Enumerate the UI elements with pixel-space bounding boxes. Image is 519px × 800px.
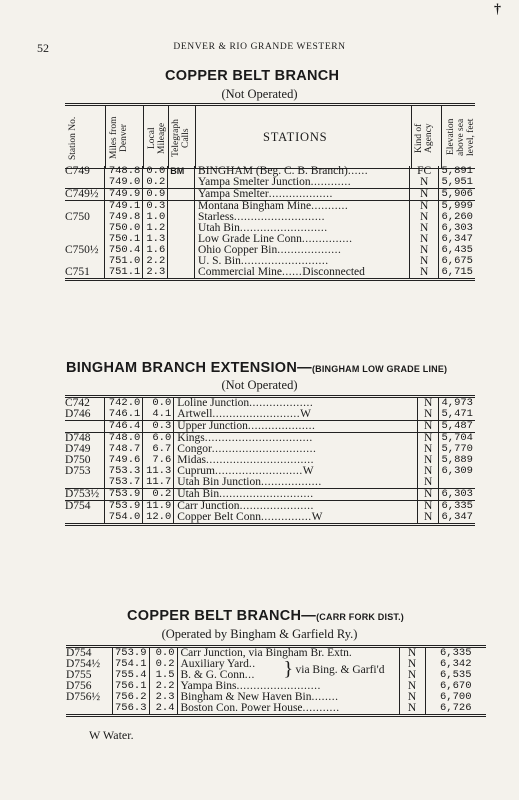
leader-dots: ................... — [249, 397, 314, 409]
station-label: Yampa Smelter — [198, 188, 269, 200]
running-head: DENVER & RIO GRANDE WESTERN — [173, 42, 346, 52]
header-divider — [105, 106, 106, 168]
station-label: Bingham & New Haven Bin — [180, 691, 312, 703]
local-mileage: 0.9 — [143, 189, 168, 201]
elevation: 6,303 — [439, 489, 475, 501]
station-label: Yampa Bins — [180, 680, 237, 692]
miles-from-denver: 750.4 — [105, 245, 143, 256]
station-label: Boston Con. Power House — [180, 702, 303, 714]
miles-from-denver: 753.7 — [105, 477, 143, 489]
station-label: Congor — [177, 443, 212, 455]
leader-dots: ...... — [282, 266, 303, 278]
elevation: 6,342 — [425, 659, 486, 670]
section3-title — [127, 608, 404, 624]
station-code: C749½ — [65, 189, 105, 201]
station-code: C750 — [65, 211, 90, 223]
leader-dots: .................... — [247, 420, 316, 432]
agency-kind: N — [409, 245, 439, 256]
station-label: Carr Junction — [177, 500, 240, 512]
local-mileage: 0.2 — [143, 177, 168, 189]
via-note: via Bing. & Garfi'd — [295, 664, 385, 676]
leader-dots: ............... — [301, 233, 353, 245]
local-mileage: 7.6 — [143, 455, 174, 466]
station-suffix: W — [302, 465, 314, 477]
agency-kind: N — [409, 201, 439, 213]
page-number: 52 — [37, 41, 49, 55]
miles-from-denver: 753.3 — [105, 466, 143, 477]
header-divider — [143, 106, 144, 168]
table-row — [65, 267, 475, 280]
local-mileage: 6.0 — [143, 433, 174, 445]
local-mileage: 2.3 — [149, 692, 177, 703]
station-label: Ohio Copper Bin — [198, 244, 278, 256]
agency-kind: N — [417, 433, 439, 445]
elevation: 6,303 — [439, 223, 475, 234]
miles-from-denver: 749.0 — [105, 177, 143, 189]
station-label: Yampa Smelter Junction — [198, 176, 311, 188]
local-mileage: 1.5 — [149, 670, 177, 681]
station-suffix: Disconnected — [302, 266, 365, 278]
telegraph-call — [168, 223, 195, 234]
agency-kind: N — [417, 444, 439, 455]
local-mileage: 0.2 — [143, 489, 174, 501]
local-mileage: 11.3 — [143, 466, 174, 477]
station-name — [195, 267, 410, 280]
agency-kind: N — [409, 234, 439, 245]
station-label: Commercial Mine — [198, 266, 283, 278]
miles-from-denver: 748.8 — [105, 166, 143, 177]
miles-from-denver: 754.1 — [112, 659, 149, 670]
margin-mark: † — [494, 2, 501, 17]
station-code: D756½ — [66, 691, 101, 703]
local-mileage: 2.2 — [149, 681, 177, 692]
station-code: D754½ — [66, 658, 101, 670]
miles-from-denver: 753.9 — [105, 501, 143, 513]
station-name — [195, 189, 410, 201]
station-code: D750 — [65, 454, 91, 466]
station-code: D753½ — [65, 489, 105, 501]
local-mileage: 12.0 — [143, 512, 174, 525]
station-code: C749 — [65, 165, 90, 177]
miles-from-denver: 751.0 — [105, 256, 143, 267]
station-code — [65, 512, 105, 525]
elevation: 6,347 — [439, 512, 475, 525]
agency-kind: N — [417, 455, 439, 466]
leader-dots: ...... — [347, 165, 369, 177]
agency-kind: N — [409, 212, 439, 223]
miles-from-denver: 748.0 — [105, 433, 143, 445]
leader-dots: ................................ — [204, 432, 313, 444]
elevation: 6,726 — [425, 703, 486, 716]
leader-dots: ............................... — [211, 443, 317, 455]
leader-dots: .......................... — [212, 408, 301, 420]
section1-header — [65, 103, 475, 169]
leader-dots: ........................... — [233, 211, 325, 223]
station-code: D755 — [66, 669, 92, 681]
station-label: Copper Belt Conn — [177, 511, 261, 523]
section3-title-sub: (CARR FORK DIST.) — [316, 612, 405, 622]
station-code: C750½ — [65, 244, 99, 256]
leader-dots: ........... — [302, 702, 340, 714]
table-row — [65, 421, 475, 433]
elevation: 6,335 — [439, 501, 475, 513]
station-code: D753 — [65, 465, 91, 477]
local-mileage: 1.0 — [143, 212, 168, 223]
miles-from-denver: 742.0 — [105, 397, 143, 410]
local-mileage: 11.7 — [143, 477, 174, 489]
header-station-no: Station No. — [68, 116, 78, 160]
local-mileage: 2.3 — [143, 267, 168, 280]
local-mileage: 0.2 — [149, 659, 177, 670]
agency-kind: N — [409, 267, 439, 280]
elevation: 6,309 — [439, 466, 475, 477]
station-code: D746 — [65, 408, 91, 420]
leader-dots: ............................ — [219, 488, 314, 500]
miles-from-denver: 749.8 — [105, 212, 143, 223]
station-code: C742 — [65, 397, 105, 410]
agency-kind: N — [417, 477, 439, 489]
agency-kind: N — [417, 501, 439, 513]
leader-dots: ........ — [311, 691, 339, 703]
station-label: Utah Bin — [177, 488, 220, 500]
section3-note: (Operated by Bingham & Garfield Ry.) — [161, 627, 358, 641]
elevation: 5,889 — [439, 455, 475, 466]
header-kind-of-agency: Kind of Agency — [414, 123, 434, 153]
miles-from-denver: 749.6 — [105, 455, 143, 466]
table-row — [65, 512, 475, 525]
agency-kind: N — [409, 223, 439, 234]
local-mileage: 0.0 — [149, 647, 177, 660]
section2-table — [65, 395, 475, 526]
leader-dots: ......................... — [236, 680, 321, 692]
section1-note: (Not Operated) — [221, 87, 298, 101]
station-name — [174, 477, 418, 489]
miles-from-denver: 753.9 — [105, 489, 143, 501]
elevation: 5,951 — [439, 177, 475, 189]
miles-from-denver: 756.3 — [112, 703, 149, 716]
elevation: 4,973 — [439, 397, 475, 410]
leader-dots: ............ — [310, 176, 352, 188]
telegraph-call — [168, 245, 195, 256]
station-label: Cuprum — [177, 465, 215, 477]
station-code — [65, 177, 105, 189]
station-name — [177, 703, 399, 716]
station-name — [195, 177, 410, 189]
agency-kind: FC — [409, 166, 439, 177]
station-label: Kings — [177, 432, 205, 444]
elevation: 5,999 — [439, 201, 475, 213]
header-divider — [441, 106, 442, 168]
station-code: C751 — [65, 267, 105, 280]
station-name — [174, 512, 418, 525]
miles-from-denver: 754.0 — [105, 512, 143, 525]
elevation: 6,715 — [439, 267, 475, 280]
station-code: D749 — [65, 443, 91, 455]
table-row — [65, 477, 475, 489]
station-label: Midas — [177, 454, 207, 466]
header-divider — [411, 106, 412, 168]
local-mileage: 2.4 — [149, 703, 177, 716]
leader-dots: .................. — [260, 476, 322, 488]
telegraph-call — [168, 267, 195, 280]
station-suffix: W — [300, 408, 312, 420]
elevation: 6,535 — [425, 670, 486, 681]
telegraph-call — [168, 212, 195, 223]
elevation: 6,675 — [439, 256, 475, 267]
elevation: 5,704 — [439, 433, 475, 445]
local-mileage: 0.3 — [143, 421, 174, 433]
miles-from-denver: 753.9 — [112, 647, 149, 660]
station-label: Auxiliary Yard — [180, 658, 249, 670]
section1-table — [65, 166, 475, 281]
leader-dots: ...................... — [239, 500, 314, 512]
header-local-mileage: Local Mileage — [147, 122, 167, 154]
station-label: Montana Bingham Mine — [198, 200, 312, 212]
elevation: 6,700 — [425, 692, 486, 703]
agency-kind: N — [409, 256, 439, 267]
station-name — [174, 421, 418, 433]
station-name — [174, 409, 418, 421]
station-code: D754 — [66, 647, 112, 660]
miles-from-denver: 750.0 — [105, 223, 143, 234]
elevation: 6,260 — [439, 212, 475, 223]
section3-title-main: COPPER BELT BRANCH— — [127, 608, 317, 624]
elevation: 5,906 — [439, 189, 475, 201]
table-row — [65, 489, 475, 501]
agency-kind: N — [407, 669, 417, 681]
miles-from-denver: 746.4 — [105, 421, 143, 433]
miles-from-denver: 749.9 — [105, 189, 143, 201]
elevation: 6,335 — [425, 647, 486, 660]
miles-from-denver: 756.2 — [112, 692, 149, 703]
station-label: Starless — [198, 211, 234, 223]
station-code — [65, 223, 105, 234]
station-code: D754 — [65, 500, 91, 512]
agency-kind: N — [417, 466, 439, 477]
agency-kind: N — [409, 177, 439, 189]
leader-dots: ................... — [268, 188, 333, 200]
table-row — [66, 703, 486, 716]
section2-title-sub: (BINGHAM LOW GRADE LINE) — [311, 364, 448, 374]
section2-title — [66, 360, 447, 376]
station-code — [65, 421, 105, 433]
local-mileage: 0.3 — [143, 201, 168, 213]
elevation: 5,471 — [439, 409, 475, 421]
leader-dots: .......................... — [240, 255, 329, 267]
telegraph-call — [168, 201, 195, 213]
leader-dots: .. — [248, 658, 256, 670]
agency-kind: N — [409, 189, 439, 201]
station-code: D756 — [66, 680, 92, 692]
station-name-group — [177, 659, 399, 681]
header-divider — [168, 106, 169, 168]
section2-title-main: BINGHAM BRANCH EXTENSION— — [66, 360, 312, 376]
station-suffix: W — [311, 511, 323, 523]
station-name — [174, 489, 418, 501]
station-label: Low Grade Line Conn — [198, 233, 302, 245]
miles-from-denver: 746.1 — [105, 409, 143, 421]
section3-table — [66, 645, 486, 717]
agency-kind: N — [417, 512, 439, 525]
local-mileage: 6.7 — [143, 444, 174, 455]
agency-kind: N — [399, 647, 425, 660]
table-row — [65, 177, 475, 189]
local-mileage: 0.0 — [143, 397, 174, 410]
station-label: Utah Bin — [198, 222, 240, 234]
miles-from-denver: 751.1 — [105, 267, 143, 280]
header-stations: STATIONS — [263, 130, 328, 144]
header-miles-from-denver: Miles from Denver — [109, 116, 129, 160]
agency-kind: N — [417, 409, 439, 421]
miles-from-denver: 749.1 — [105, 201, 143, 213]
elevation: 6,435 — [439, 245, 475, 256]
station-label: Artwell — [177, 408, 213, 420]
telegraph-call — [168, 234, 195, 245]
section2-note: (Not Operated) — [221, 378, 298, 392]
telegraph-call: BM — [168, 166, 195, 177]
leader-dots: .......................... — [239, 222, 328, 234]
telegraph-call — [168, 189, 195, 201]
agency-kind: N — [417, 397, 439, 410]
station-label: Carr Junction, via Bingham Br. Extn. — [180, 647, 352, 659]
elevation: 6,347 — [439, 234, 475, 245]
agency-kind: N — [417, 489, 439, 501]
station-code — [66, 703, 112, 716]
miles-from-denver: 748.7 — [105, 444, 143, 455]
station-label: B. & G. Conn — [180, 669, 245, 681]
elevation: 6,670 — [425, 681, 486, 692]
station-label: Loline Junction — [177, 397, 250, 409]
miles-from-denver: 755.4 — [112, 670, 149, 681]
footnote-water: W Water. — [89, 728, 134, 742]
brace: } — [283, 658, 294, 680]
header-telegraph-calls: Telegraph Calls — [171, 119, 191, 157]
local-mileage: 1.3 — [143, 234, 168, 245]
leader-dots: ................................ — [206, 454, 315, 466]
station-label: BINGHAM (Beg. C. B. Branch) — [198, 165, 348, 177]
station-code — [65, 477, 105, 489]
leader-dots: ................... — [277, 244, 342, 256]
table-row — [65, 409, 475, 421]
elevation: 5,487 — [439, 421, 475, 433]
table-row — [65, 189, 475, 201]
miles-from-denver: 756.1 — [112, 681, 149, 692]
agency-kind: N — [399, 703, 425, 716]
leader-dots: ........... — [311, 200, 349, 212]
leader-dots: .......................... — [214, 465, 303, 477]
local-mileage: 4.1 — [143, 409, 174, 421]
local-mileage: 2.2 — [143, 256, 168, 267]
leader-dots: ... — [244, 669, 255, 681]
local-mileage: 1.2 — [143, 223, 168, 234]
agency-kind: N — [407, 691, 417, 703]
station-code: D748 — [65, 432, 91, 444]
local-mileage: 0.0 — [143, 166, 168, 177]
telegraph-call — [168, 256, 195, 267]
station-label: U. S. Bin — [198, 255, 241, 267]
agency-kind: N — [407, 680, 417, 692]
local-mileage: 1.6 — [143, 245, 168, 256]
elevation: 5,891 — [439, 166, 475, 177]
telegraph-call — [168, 177, 195, 189]
header-elevation: Elevation above sea level, feet — [446, 118, 476, 156]
miles-from-denver: 750.1 — [105, 234, 143, 245]
elevation: 5,770 — [439, 444, 475, 455]
agency-kind: N — [407, 658, 417, 670]
station-label: Upper Junction — [177, 420, 248, 432]
local-mileage: 11.9 — [143, 501, 174, 513]
elevation — [439, 477, 475, 489]
agency-kind: N — [417, 421, 439, 433]
leader-dots: ............... — [260, 511, 312, 523]
section1-title: COPPER BELT BRANCH — [165, 68, 340, 84]
station-label: Utah Bin Junction — [177, 476, 261, 488]
header-divider — [195, 106, 196, 168]
